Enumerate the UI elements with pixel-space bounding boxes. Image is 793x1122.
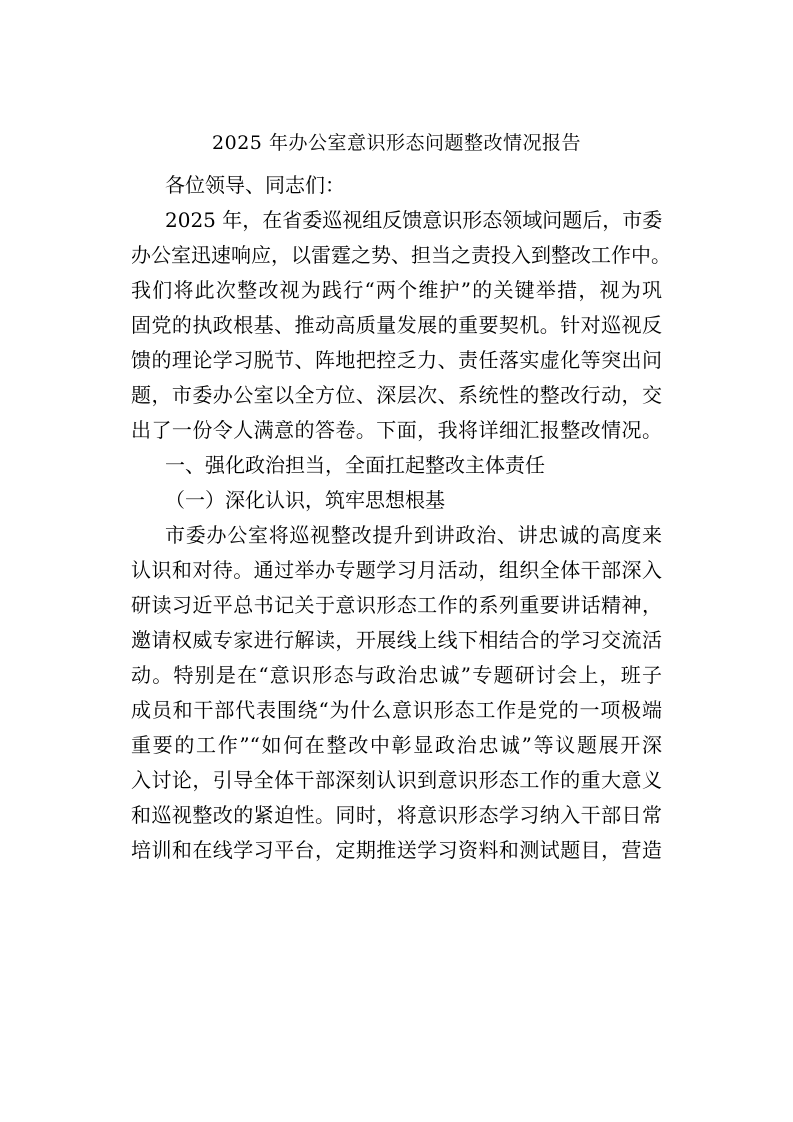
subsection-heading: （一）深化认识，筑牢思想根基 <box>165 488 445 512</box>
paragraph-line: 题，市委办公室以全方位、深层次、系统性的整改行动，交 <box>131 383 662 407</box>
paragraph-line: 出了一份令人满意的答卷。下面，我将详细汇报整改情况。 <box>131 418 662 442</box>
paragraph-line: 培训和在线学习平台，定期推送学习资料和测试题目，营造 <box>131 838 662 862</box>
document-body <box>131 168 671 868</box>
section-heading: 一、强化政治担当，全面扛起整改主体责任 <box>165 453 545 477</box>
paragraph-line: 市委办公室将巡视整改提升到讲政治、讲忠诚的高度来 <box>165 523 662 547</box>
paragraph-line: 固党的执政根基、推动高质量发展的重要契机。针对巡视反 <box>131 313 662 337</box>
paragraph-line: 邀请权威专家进行解读，开展线上线下相结合的学习交流活 <box>131 628 662 652</box>
paragraph-line: 办公室迅速响应，以雷霆之势、担当之责投入到整改工作中。 <box>131 243 671 267</box>
paragraph-line: 重要的工作”“如何在整改中彰显政治忠诚”等议题展开深 <box>131 733 662 757</box>
paragraph-line: 2025 年，在省委巡视组反馈意识形态领域问题后，市委 <box>165 208 663 232</box>
paragraph-line: 动。特别是在“意识形态与政治忠诚”专题研讨会上，班子 <box>131 663 662 687</box>
paragraph-line: 我们将此次整改视为践行“两个维护”的关键举措，视为巩 <box>131 278 662 302</box>
paragraph-line: 成员和干部代表围绕“为什么意识形态工作是党的一项极端 <box>131 698 662 722</box>
paragraph-line: 入讨论，引导全体干部深刻认识到意识形态工作的重大意义 <box>131 768 662 792</box>
paragraph-line: 馈的理论学习脱节、阵地把控乏力、责任落实虚化等突出问 <box>131 348 662 372</box>
paragraph-line: 研读习近平总书记关于意识形态工作的系列重要讲话精神， <box>131 593 662 617</box>
paragraph-line: 认识和对待。通过举办专题学习月活动，组织全体干部深入 <box>131 558 662 582</box>
salutation: 各位领导、同志们： <box>165 173 345 197</box>
document-title: 2025 年办公室意识形态问题整改情况报告 <box>212 132 581 154</box>
paragraph-line: 和巡视整改的紧迫性。同时，将意识形态学习纳入干部日常 <box>131 803 662 827</box>
